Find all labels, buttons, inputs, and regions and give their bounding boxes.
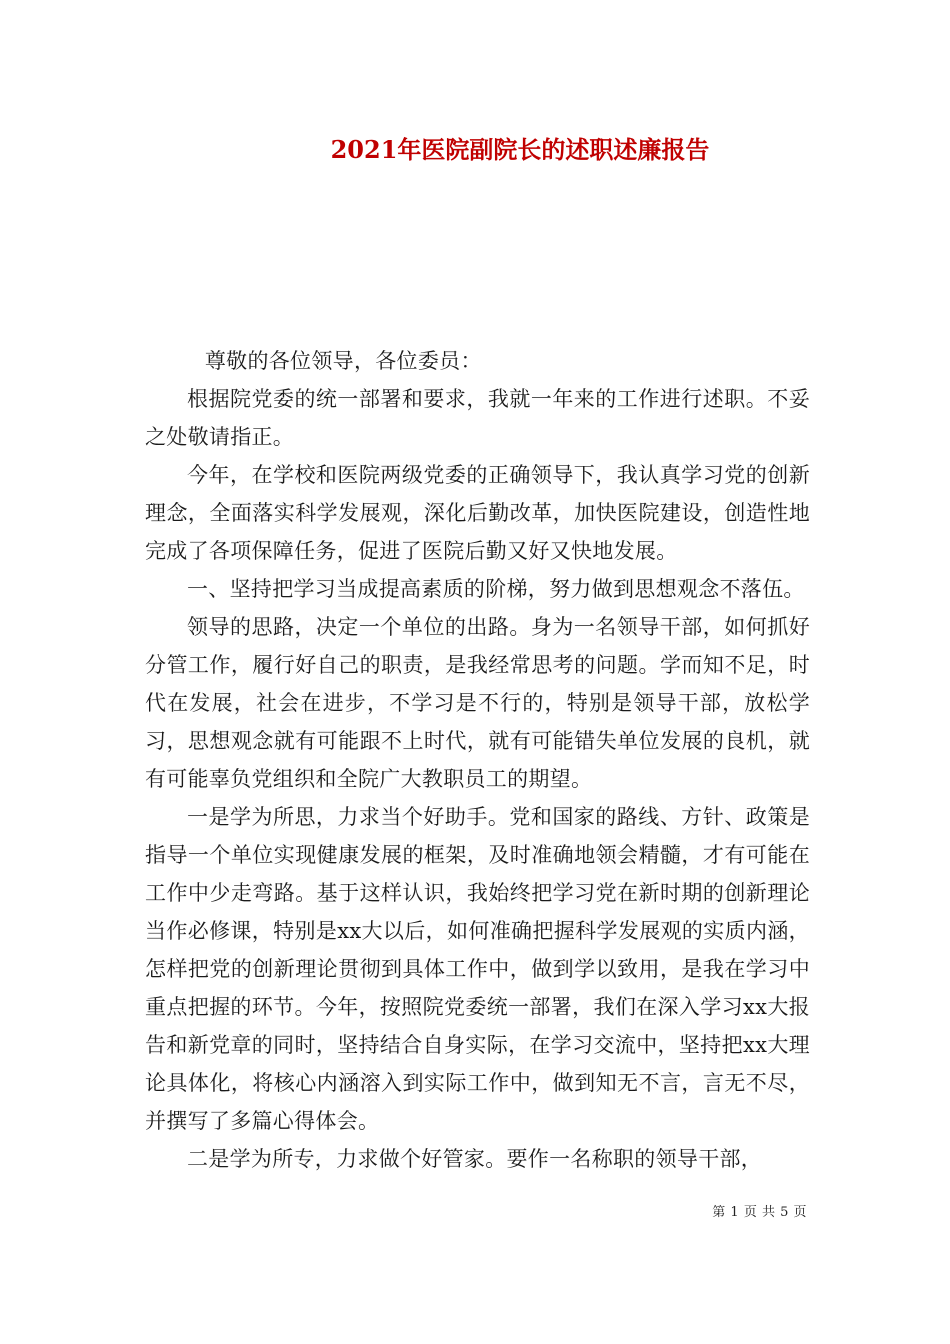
document-body bbox=[145, 342, 810, 1178]
body-paragraph: 根据院党委的统一部署和要求，我就一年来的工作进行述职。不妥之处敬请指正。 bbox=[145, 387, 810, 449]
body-paragraph: 今年，在学校和医院两级党委的正确领导下，我认真学习党的创新理念，全面落实科学发展观，深化后勤改革，加快医院建设，创造性地完成了各项保障任务，促进了医院后勤又好又快地发展。 bbox=[145, 463, 810, 563]
body-paragraph: 二是学为所专，力求做个好管家。要作一名称职的领导干部， bbox=[187, 1147, 763, 1171]
page-number-footer: 第 1 页 共 5 页 bbox=[712, 1205, 807, 1220]
section-heading-paragraph: 一、坚持把学习当成提高素质的阶梯，努力做到思想观念不落伍。 bbox=[187, 577, 805, 601]
salutation-paragraph: 尊敬的各位领导，各位委员： bbox=[204, 349, 482, 373]
body-paragraph: 领导的思路，决定一个单位的出路。身为一名领导干部，如何抓好分管工作，履行好自己的职责，是我经常思考的问题。学而知不足，时代在发展，社会在进步，不学习是不行的，特别是领导干部，放松学习，思想观念就有可能跟不上时代，就有可能错失单位发展的良机，就有可能辜负党组织和全院广大教职员工的期望。 bbox=[145, 615, 810, 791]
document-title: 2021年医院副院长的述职述廉报告 bbox=[330, 135, 710, 164]
body-paragraph: 一是学为所思，力求当个好助手。党和国家的路线、方针、政策是指导一个单位实现健康发展的框架，及时准确地领会精髓，才有可能在工作中少走弯路。基于这样认识，我始终把学习党在新时期的创新理论当作必修课，特别是xx大以后，如何准确把握科学发展观的实质内涵，怎样把党的创新理论贯彻到具体工作中，做到学以致用，是我在学习中重点把握的环节。今年，按照院党委统一部署，我们在深入学习xx大报告和新党章的同时，坚持结合自身实际，在学习交流中，坚持把xx大理论具体化，将核心内涵溶入到实际工作中，做到知无不言，言无不尽，并撰写了多篇心得体会。 bbox=[145, 805, 810, 1133]
